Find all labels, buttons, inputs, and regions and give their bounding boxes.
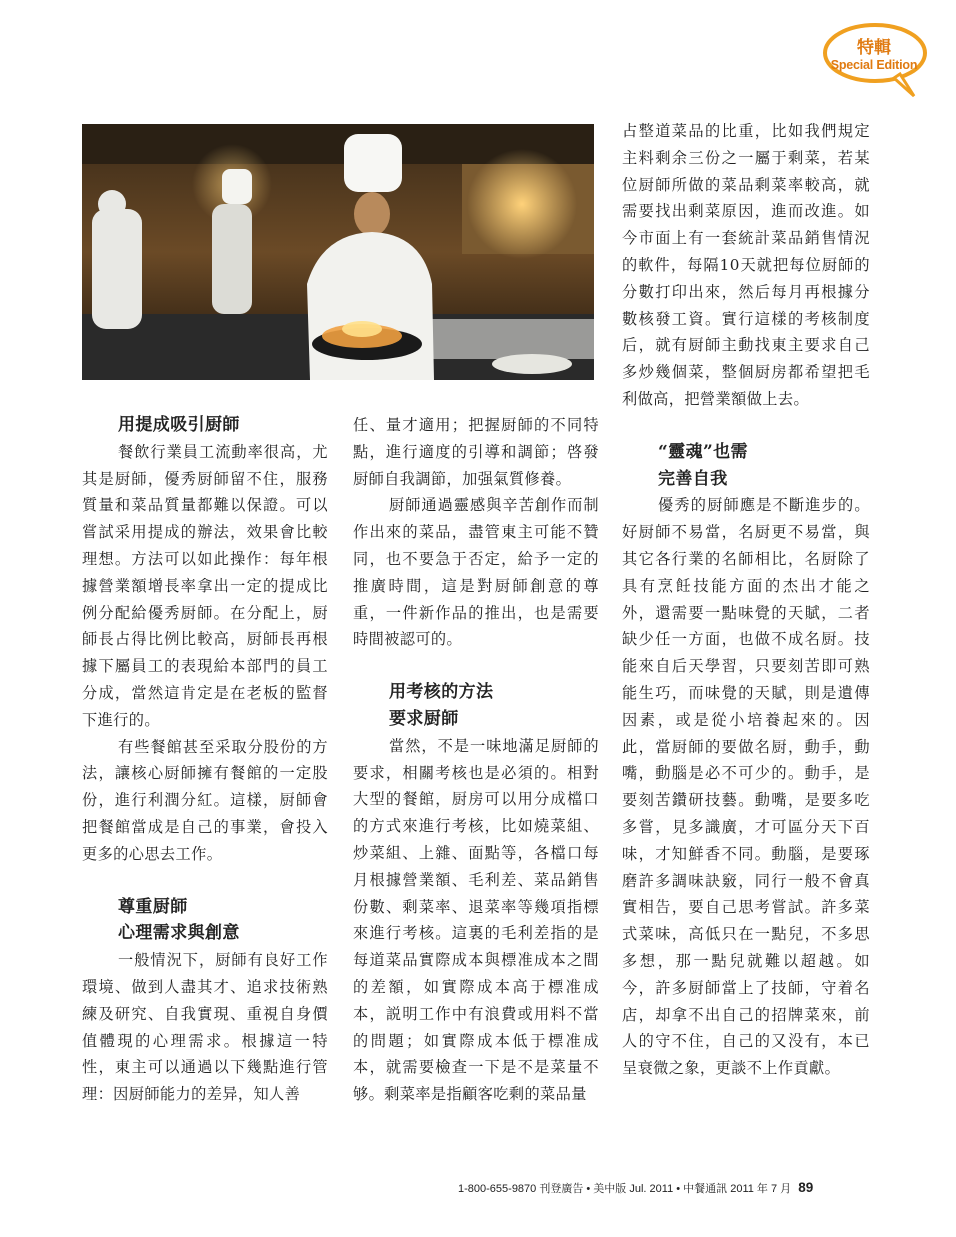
badge-title-cn: 特輯 bbox=[857, 38, 891, 58]
page-number: 89 bbox=[798, 1180, 814, 1195]
heading-soul-sub: 完善自我 bbox=[658, 468, 728, 489]
paragraph: 有些餐館甚至采取分股份的方法，讓核心厨師擁有餐館的一定股份，進行利潤分紅。這樣，厨師會把餐館當成是自己的事業，會投入更多的心思去工作。 bbox=[82, 737, 328, 863]
heading-assessment-sub: 要求厨師 bbox=[389, 708, 459, 729]
paragraph: 任、量才適用；把握厨師的不同特點，進行適度的引導和調節；啓發厨師自我調節，加强氣質修養。 bbox=[353, 416, 599, 488]
paragraph: 餐飲行業員工流動率很高，尤其是厨師，優秀厨師留不住，服務質量和菜品質量都難以保證。可以嘗試采用提成的辦法，效果會比較理想。方法可以如此操作：每年根據營業額增長率拿出一定的提成比例分配給優秀厨師。在分配上，厨師長占得比例比較高，厨師長再根據下屬員工的表現給本部門的員工分成，當然這肯定是在老板的監督下進行的。 bbox=[82, 442, 328, 729]
paragraph: 優秀的厨師應是不斷進步的。好厨師不易當，名厨更不易當，與其它各行業的名師相比，名厨除了具有烹飪技能方面的杰出才能之外，還需要一點味覺的天賦，二者缺少任一方面，也做不成名厨。技能來自后天學習，只要刻苦即可熟能生巧，而味覺的天賦，則是遺傳因素，或是從小培養起來的。因此，當厨師的要做名厨，動手，動嘴，動腦是必不可少的。動手，是要刻苦鑽研技藝。動嘴，是要多吃多嘗，見多識廣，才可區分天下百味，才知鮮香不同。動腦，是要琢磨許多調味訣竅，同行一般不會真實相告，要自己思考嘗試。許多菜式菜味，高低只在一點兒，不多思多想，那一點兒就難以超越。如今，許多厨師當上了技師，守着名店，却拿不出自己的招牌菜來，前人的守不住，自己的又没有，本已呈衰微之象，更談不上作貢獻。 bbox=[622, 496, 870, 1078]
column-1 bbox=[82, 412, 328, 1108]
heading-respect-chef: 尊重厨師 bbox=[118, 896, 188, 917]
badge-title-en: Special Edition bbox=[830, 58, 918, 72]
paragraph: 厨師通過靈感與辛苦創作而制作出來的菜品，盡管東主可能不贊同，也不要急于否定，給予一定的推廣時間，這是對厨師創意的尊重，一件新作品的推出，也是需要時間被認可的。 bbox=[353, 496, 599, 649]
column-3 bbox=[622, 118, 870, 1082]
page-footer bbox=[458, 1180, 813, 1196]
heading-commission: 用提成吸引厨師 bbox=[118, 415, 240, 435]
paragraph: 占整道菜品的比重，比如我們規定主料剩余三份之一屬于剩菜，若某位厨師所做的菜品剩菜率較高，就需要找出剩菜原因，進而改進。如今市面上有一套統計菜品銷售情況的軟件，每隔10天就把每位厨師的分數打印出來，然后每月再根據分數核發工資。實行這樣的考核制度后，就有厨師主動找東主要求自己多炒幾個菜，整個厨房都希望把毛利做高，把營業額做上去。 bbox=[622, 122, 870, 408]
kitchen-photo bbox=[82, 124, 594, 380]
special-edition-badge bbox=[822, 22, 928, 84]
heading-respect-chef-sub: 心理需求與創意 bbox=[118, 923, 240, 944]
heading-assessment: 用考核的方法 bbox=[389, 682, 494, 703]
footer-text: 1-800-655-9870 刊登廣告 • 美中版 Jul. 2011 • 中餐通訊 2011 年 7 月 bbox=[458, 1183, 792, 1195]
paragraph: 一般情況下，厨師有良好工作環境、做到人盡其才、追求技術熟練及研究、自我實現、重視自身價值體現的心理需求。根據這一特性，東主可以通過以下幾點進行管理：因厨師能力的差异，知人善 bbox=[82, 951, 328, 1104]
paragraph: 當然，不是一味地滿足厨師的要求，相關考核也是必須的。相對大型的餐館，厨房可以用分成檔口的方式來進行考核，比如燒菜組、炒菜組、上雜、面點等，各檔口每月根據營業額、毛利差、菜品銷售份數、剩菜率、退菜率等幾項指標來進行考核。這裏的毛利差指的是每道菜品實際成本與標准成本之間的差額，如實際成本高于標准成本，説明工作中有浪費或用料不當的問題；如實際成本低于標准成本，就需要檢查一下是不是菜量不够。剩菜率是指顧客吃剩的菜品量 bbox=[353, 736, 599, 1104]
heading-soul: “靈魂”也需 bbox=[658, 441, 748, 462]
column-2 bbox=[353, 412, 599, 1108]
